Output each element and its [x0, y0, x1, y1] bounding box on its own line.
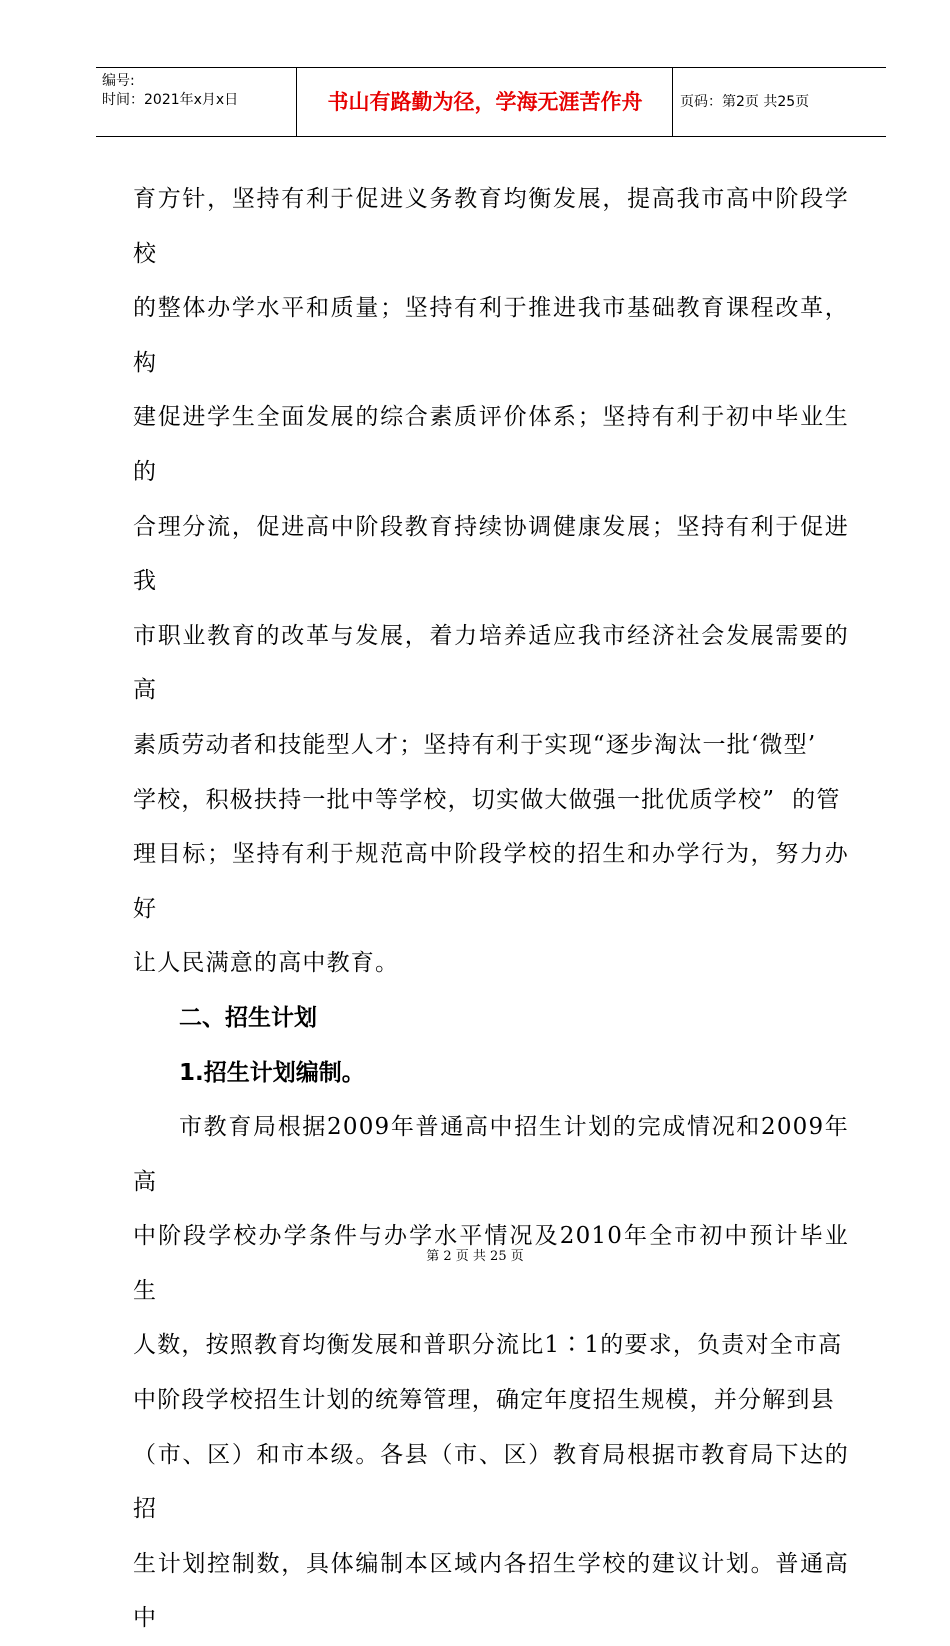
header-page-info: 页码：第2页 共25页 — [680, 94, 810, 110]
header-motto: 书山有路勤为径，学海无涯苦作舟 — [327, 90, 643, 114]
body-line: 学校，积极扶持一批中等学校，切实做大做强一批优质学校” 的管 — [133, 786, 841, 813]
page-footer: 第 2 页 共 25 页 — [426, 1249, 524, 1264]
body-line: 素质劳动者和技能型人才；坚持有利于实现“逐步淘汰一批‘微型’ — [133, 731, 817, 758]
subsection-heading: 1.招生计划编制。 — [179, 1059, 365, 1086]
body-line: 市教育局根据2009年普通高中招生计划的完成情况和2009年高 — [133, 1114, 849, 1195]
header-date-label: 时间：2021年x月x日 — [102, 92, 239, 108]
header-meta — [96, 68, 296, 136]
body-line: 中阶段学校办学条件与办学水平情况及2010年全市初中预计毕业生 — [133, 1223, 849, 1304]
header-divider-right — [672, 68, 673, 136]
body-line: 中阶段学校招生计划的统筹管理，确定年度招生规模，并分解到县 — [133, 1387, 835, 1414]
section-heading: 二、招生计划 — [179, 1004, 317, 1031]
body-line: 人数，按照教育均衡发展和普职分流比1∶1的要求，负责对全市高 — [133, 1332, 843, 1359]
paragraph-policy — [133, 172, 849, 991]
paragraph-enrollment-plan — [133, 1100, 849, 1646]
document-header — [96, 67, 886, 137]
body-line: 育方针，坚持有利于促进义务教育均衡发展，提高我市高中阶段学校 — [133, 186, 849, 267]
body-line: 的整体办学水平和质量；坚持有利于推进我市基础教育课程改革，构 — [133, 295, 849, 376]
body-line: 建促进学生全面发展的综合素质评价体系；坚持有利于初中毕业生的 — [133, 404, 849, 485]
body-line: 理目标；坚持有利于规范高中阶段学校的招生和办学行为，努力办好 — [133, 841, 849, 922]
body-line: 让人民满意的高中教育。 — [133, 950, 400, 977]
body-line: 合理分流，促进高中阶段教育持续协调健康发展；坚持有利于促进我 — [133, 513, 849, 595]
body-line: 市职业教育的改革与发展，着力培养适应我市经济社会发展需要的高 — [133, 622, 849, 704]
document-body — [133, 172, 849, 1646]
header-number-label: 编号: — [102, 73, 135, 89]
body-line: （市、区）和市本级。各县（市、区）教育局根据市教育局下达的招 — [133, 1441, 849, 1523]
body-line: 生计划控制数，具体编制本区域内各招生学校的建议计划。普通高中 — [133, 1550, 849, 1632]
header-divider-left — [296, 68, 297, 136]
